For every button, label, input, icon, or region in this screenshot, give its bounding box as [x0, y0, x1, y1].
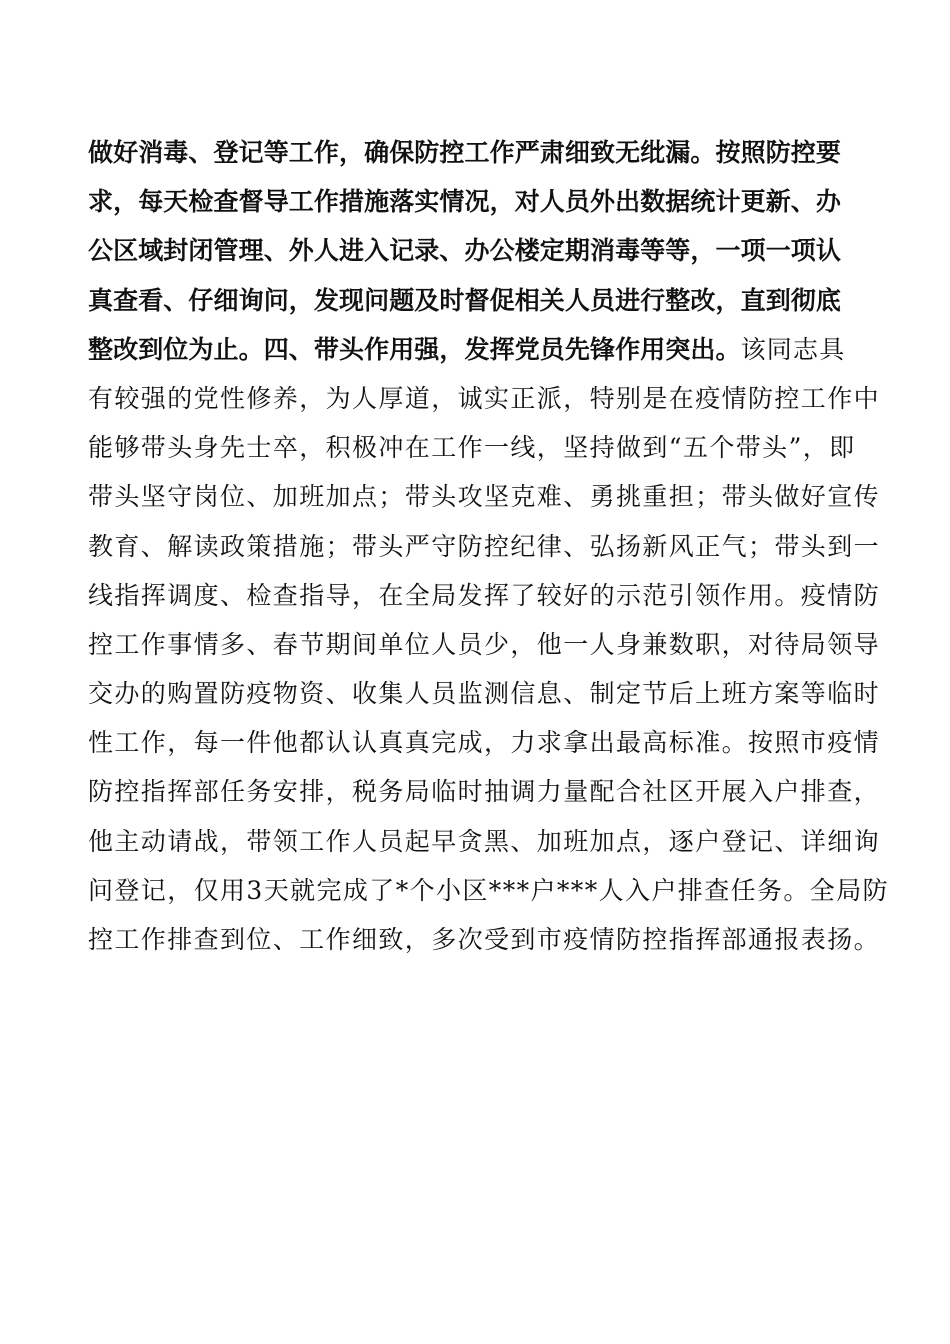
normal-text: 线指挥调度、检查指导，在全局发挥了较好的示范引领作用。疫情防: [88, 580, 881, 610]
text-line-5: [88, 325, 868, 374]
normal-text: 有较强的党性修养，为人厚道，诚实正派，特别是在疫情防控工作中: [88, 383, 881, 413]
text-line-1: [88, 128, 868, 177]
text-line-12: [88, 669, 881, 718]
bold-text: 整改到位为止。四、带头作用强，发挥党员先锋作用突出。: [88, 334, 741, 364]
bold-text: 做好消毒、登记等工作，确保防控工作严肃细致无纰漏。按照防控要: [88, 138, 842, 167]
text-line-8: [88, 472, 881, 521]
text-line-2: [88, 177, 868, 226]
normal-text: 带头坚守岗位、加班加点；带头攻坚克难、勇挑重担；带头做好宣传: [88, 482, 881, 512]
normal-text: 控工作排查到位、工作细致，多次受到市疫情防控指挥部通报表扬。: [88, 925, 881, 954]
normal-text: 该同志具: [740, 334, 846, 364]
normal-text: 交办的购置防疫物资、收集人员监测信息、制定节后上班方案等临时: [88, 679, 881, 709]
text-line-11: [88, 620, 881, 669]
text-line-9: [88, 522, 881, 571]
bold-text: 公区域封闭管理、外人进入记录、办公楼定期消毒等等，一项一项认: [88, 236, 842, 266]
normal-text: 性工作，每一件他都认认真真完成，力求拿出最高标准。按照市疫情: [88, 728, 881, 758]
text-line-15: [88, 817, 881, 866]
normal-text: 防控指挥部任务安排，税务局临时抽调力量配合社区开展入户排查，: [88, 777, 881, 807]
text-line-10: [88, 571, 881, 620]
bold-text: 真查看、仔细询问，发现问题及时督促相关人员进行整改，直到彻底: [88, 285, 842, 315]
text-line-17: [88, 915, 881, 964]
text-line-6: [88, 374, 881, 423]
text-line-13: [88, 718, 881, 767]
text-line-4: [88, 276, 868, 325]
bold-text: 求，每天检查督导工作措施落实情况，对人员外出数据统计更新、办: [88, 187, 842, 217]
text-line-7: [88, 423, 868, 472]
normal-text: 他主动请战，带领工作人员起早贪黑、加班加点，逐户登记、详细询: [88, 826, 881, 856]
normal-text: 能够带头身先士卒，积极冲在工作一线，坚持做到“五个带头”，即: [88, 433, 856, 463]
normal-text: 教育、解读政策措施；带头严守防控纪律、弘扬新风正气；带头到一: [88, 531, 881, 561]
normal-text: 问登记，仅用3天就完成了*个小区***户***人入户排查任务。全局防: [88, 875, 890, 905]
body-paragraph: [88, 128, 890, 964]
text-line-3: [88, 226, 868, 275]
text-line-14: [88, 767, 881, 816]
normal-text: 控工作事情多、春节期间单位人员少，他一人身兼数职，对待局领导: [88, 629, 881, 659]
text-line-16: [88, 866, 890, 915]
